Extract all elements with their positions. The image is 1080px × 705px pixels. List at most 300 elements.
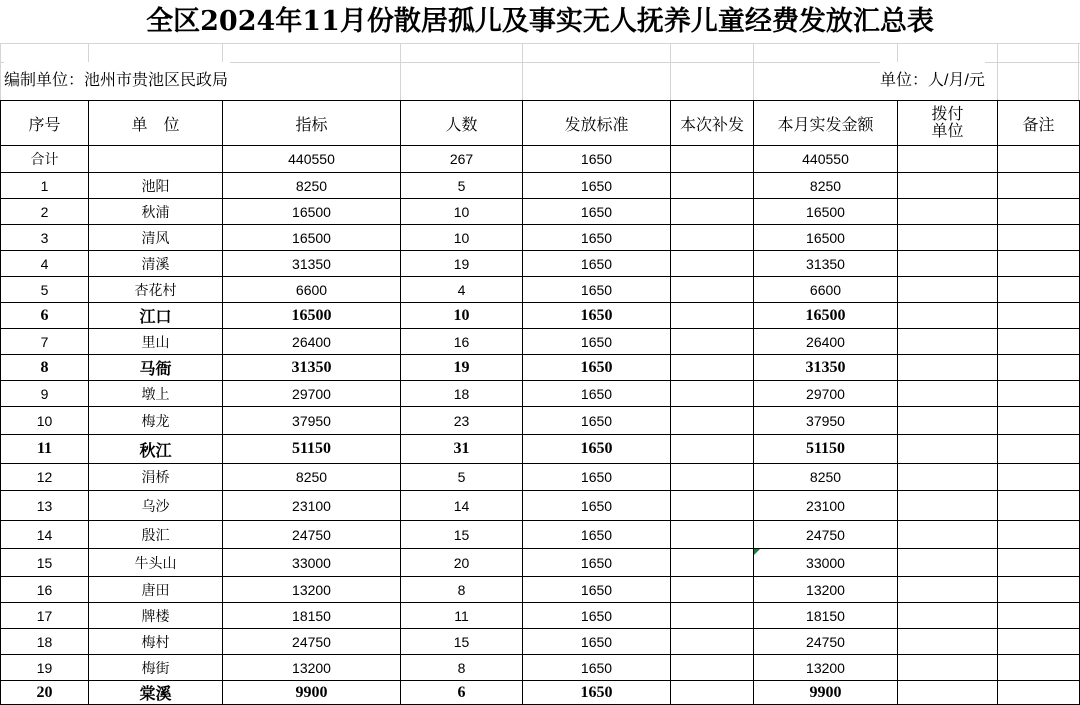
cell-text: 4 [40, 255, 49, 272]
cell-amount[interactable] [754, 655, 898, 681]
compiler-label[interactable]: 编制单位：池州市贵池区民政局 [4, 62, 230, 100]
cell-count[interactable] [401, 603, 523, 629]
cell-remark[interactable] [998, 464, 1080, 491]
cell-remark[interactable] [998, 577, 1080, 603]
cell-unit[interactable] [89, 329, 223, 355]
cell-unit[interactable] [89, 577, 223, 603]
cell-allocation-unit[interactable] [898, 251, 998, 277]
cell-text: 26400 [806, 333, 845, 350]
cell-quota[interactable] [223, 549, 401, 577]
table-row [1, 655, 1080, 681]
cell-allocation-unit[interactable] [898, 303, 998, 329]
table-row [1, 277, 1080, 303]
cell-text: 涓桥 [141, 469, 170, 485]
table-row [1, 407, 1080, 435]
cell-text: 16500 [806, 203, 845, 220]
header-remark[interactable]: 备注 [998, 101, 1080, 146]
cell-quota[interactable] [223, 225, 401, 251]
cell-text: 10 [453, 306, 470, 324]
cell-unit[interactable] [89, 435, 223, 464]
cell-remark[interactable] [998, 435, 1080, 464]
cell-amount[interactable] [754, 603, 898, 629]
cell-text: 24750 [292, 633, 331, 650]
cell-standard[interactable] [523, 225, 671, 251]
cell-amount[interactable] [754, 491, 898, 521]
cell-amount[interactable] [754, 329, 898, 355]
cell-text: 1650 [580, 229, 613, 246]
cell-quota[interactable] [223, 381, 401, 407]
table-row [1, 303, 1080, 329]
cell-supplement[interactable] [671, 173, 754, 199]
table-row [1, 355, 1080, 381]
cell-supplement[interactable] [671, 464, 754, 491]
cell-supplement[interactable] [671, 521, 754, 549]
cell-amount[interactable] [754, 251, 898, 277]
cell-text: 棠溪 [139, 686, 172, 703]
cell-allocation-unit[interactable] [898, 655, 998, 681]
cell-index[interactable] [1, 629, 89, 655]
cell-text: 秋浦 [141, 203, 170, 220]
cell-amount[interactable] [754, 407, 898, 435]
cell-text: 4 [457, 281, 466, 298]
cell-index[interactable] [1, 225, 89, 251]
cell-unit[interactable] [89, 655, 223, 681]
cell-index[interactable] [1, 407, 89, 435]
cell-amount[interactable] [754, 464, 898, 491]
cell-text: 16500 [292, 229, 331, 246]
cell-quota[interactable] [223, 681, 401, 705]
cell-supplement[interactable] [671, 577, 754, 603]
cell-remark[interactable] [998, 225, 1080, 251]
cell-allocation-unit[interactable] [898, 277, 998, 303]
cell-text: 37950 [292, 412, 331, 429]
cell-allocation-unit[interactable] [898, 464, 998, 491]
cell-text: 6600 [809, 281, 842, 298]
cell-standard[interactable] [523, 329, 671, 355]
cell-standard[interactable] [523, 681, 671, 705]
cell-standard[interactable] [523, 491, 671, 521]
cell-quota[interactable] [223, 491, 401, 521]
cell-unit[interactable] [89, 146, 223, 173]
cell-text: 18 [453, 385, 470, 402]
cell-index[interactable] [1, 329, 89, 355]
cell-remark[interactable] [998, 521, 1080, 549]
cell-quota[interactable] [223, 173, 401, 199]
cell-text: 合计 [30, 151, 59, 167]
cell-text: 24750 [806, 633, 845, 650]
cell-text: 29700 [292, 385, 331, 402]
cell-amount[interactable] [754, 629, 898, 655]
cell-index[interactable] [1, 199, 89, 225]
cell-count[interactable] [401, 277, 523, 303]
cell-amount[interactable] [754, 199, 898, 225]
cell-text: 16500 [291, 306, 332, 324]
cell-supplement[interactable] [671, 407, 754, 435]
cell-quota[interactable] [223, 521, 401, 549]
cell-allocation-unit[interactable] [898, 549, 998, 577]
cell-allocation-unit[interactable] [898, 225, 998, 251]
cell-text: 1650 [580, 469, 613, 485]
cell-amount[interactable] [754, 381, 898, 407]
cell-remark[interactable] [998, 629, 1080, 655]
cell-count[interactable] [401, 251, 523, 277]
gridline [753, 44, 754, 100]
cell-standard[interactable] [523, 549, 671, 577]
cell-index[interactable] [1, 303, 89, 329]
cell-text: 14 [36, 526, 53, 543]
cell-count[interactable] [401, 491, 523, 521]
cell-count[interactable] [401, 329, 523, 355]
cell-quota[interactable] [223, 199, 401, 225]
cell-standard[interactable] [523, 577, 671, 603]
cell-quota[interactable] [223, 464, 401, 491]
table-row [1, 464, 1080, 491]
cell-text: 24750 [292, 526, 331, 543]
cell-text: 31350 [292, 255, 331, 272]
cell-unit[interactable] [89, 491, 223, 521]
cell-allocation-unit[interactable] [898, 577, 998, 603]
cell-standard[interactable] [523, 464, 671, 491]
cell-remark[interactable] [998, 381, 1080, 407]
cell-standard[interactable] [523, 251, 671, 277]
cell-text: 17 [36, 607, 53, 624]
table-row [1, 173, 1080, 199]
cell-index[interactable] [1, 549, 89, 577]
cell-supplement[interactable] [671, 549, 754, 577]
cell-index[interactable] [1, 464, 89, 491]
cell-text: 12 [36, 469, 53, 485]
cell-quota[interactable] [223, 251, 401, 277]
cell-unit[interactable] [89, 199, 223, 225]
cell-remark[interactable] [998, 199, 1080, 225]
cell-supplement[interactable] [671, 355, 754, 381]
cell-text: 51150 [805, 440, 846, 457]
cell-allocation-unit[interactable] [898, 355, 998, 381]
cell-remark[interactable] [998, 146, 1080, 173]
cell-text: 1650 [580, 333, 613, 350]
cell-allocation-unit[interactable] [898, 435, 998, 464]
cell-amount[interactable] [754, 173, 898, 199]
gridline [400, 44, 401, 100]
cell-remark[interactable] [998, 549, 1080, 577]
cell-unit[interactable] [89, 521, 223, 549]
cell-text: 19 [453, 358, 470, 376]
cell-text: 秋江 [139, 442, 172, 460]
cell-quota[interactable] [223, 407, 401, 435]
cell-text: 10 [453, 203, 470, 220]
cell-allocation-unit[interactable] [898, 381, 998, 407]
cell-standard[interactable] [523, 521, 671, 549]
cell-text: 7 [40, 333, 49, 350]
gridline [0, 44, 1, 100]
cell-count[interactable] [401, 464, 523, 491]
cell-remark[interactable] [998, 407, 1080, 435]
cell-quota[interactable] [223, 435, 401, 464]
cell-standard[interactable] [523, 381, 671, 407]
cell-amount[interactable] [754, 225, 898, 251]
cell-text: 殷汇 [141, 526, 170, 543]
cell-amount[interactable] [754, 435, 898, 464]
cell-text: 1650 [580, 177, 613, 194]
cell-text: 13200 [292, 659, 331, 676]
cell-quota[interactable] [223, 277, 401, 303]
table-row [1, 381, 1080, 407]
cell-index[interactable] [1, 173, 89, 199]
cell-index[interactable] [1, 251, 89, 277]
cell-count[interactable] [401, 655, 523, 681]
header-index[interactable]: 序号 [1, 101, 89, 146]
cell-allocation-unit[interactable] [898, 199, 998, 225]
cell-text: 15 [453, 526, 470, 543]
cell-quota[interactable] [223, 146, 401, 173]
cell-supplement[interactable] [671, 435, 754, 464]
cell-allocation-unit[interactable] [898, 603, 998, 629]
cell-text: 8250 [809, 177, 842, 194]
cell-count[interactable] [401, 629, 523, 655]
cell-supplement[interactable] [671, 603, 754, 629]
cell-text: 6 [40, 306, 49, 324]
cell-supplement[interactable] [671, 491, 754, 521]
cell-unit[interactable] [89, 303, 223, 329]
cell-text: 19 [36, 659, 53, 676]
header-count[interactable]: 人数 [401, 101, 523, 146]
cell-index[interactable] [1, 491, 89, 521]
cell-text: 23100 [292, 497, 331, 514]
cell-text: 16500 [805, 306, 846, 324]
cell-count[interactable] [401, 549, 523, 577]
cell-amount[interactable] [754, 355, 898, 381]
cell-remark[interactable] [998, 491, 1080, 521]
cell-standard[interactable] [523, 303, 671, 329]
cell-index[interactable] [1, 655, 89, 681]
cell-remark[interactable] [998, 681, 1080, 705]
cell-text: 29700 [806, 385, 845, 402]
cell-text: 20 [36, 683, 53, 701]
cell-text: 33000 [292, 554, 331, 571]
cell-allocation-unit[interactable] [898, 681, 998, 705]
cell-text: 14 [453, 497, 470, 514]
cell-index[interactable] [1, 381, 89, 407]
cell-remark[interactable] [998, 303, 1080, 329]
cell-text: 37950 [806, 412, 845, 429]
cell-text: 31 [453, 440, 470, 457]
cell-allocation-unit[interactable] [898, 146, 998, 173]
cell-count[interactable] [401, 199, 523, 225]
cell-standard[interactable] [523, 407, 671, 435]
cell-text: 440550 [802, 151, 849, 167]
cell-unit[interactable] [89, 355, 223, 381]
unit-note-label[interactable]: 单位：人/月/元 [880, 62, 985, 100]
cell-amount[interactable] [754, 146, 898, 173]
cell-text: 梅街 [141, 659, 170, 676]
table-row [1, 491, 1080, 521]
cell-remark[interactable] [998, 329, 1080, 355]
cell-unit[interactable] [89, 549, 223, 577]
cell-quota[interactable] [223, 329, 401, 355]
header-allocation-unit[interactable]: 拨付 单位 [898, 101, 998, 146]
cell-index[interactable] [1, 355, 89, 381]
cell-count[interactable] [401, 225, 523, 251]
cell-text: 15 [36, 554, 53, 571]
cell-supplement[interactable] [671, 199, 754, 225]
cell-standard[interactable] [523, 435, 671, 464]
cell-allocation-unit[interactable] [898, 407, 998, 435]
cell-text: 18150 [806, 607, 845, 624]
cell-allocation-unit[interactable] [898, 491, 998, 521]
cell-amount[interactable] [754, 549, 898, 577]
cell-unit[interactable] [89, 464, 223, 491]
cell-index[interactable] [1, 577, 89, 603]
header-quota[interactable]: 指标 [223, 101, 401, 146]
cell-text: 8 [457, 659, 466, 676]
cell-allocation-unit[interactable] [898, 173, 998, 199]
cell-text: 31350 [291, 358, 332, 376]
cell-allocation-unit[interactable] [898, 329, 998, 355]
cell-supplement[interactable] [671, 681, 754, 705]
cell-text: 267 [449, 151, 474, 167]
cell-amount[interactable] [754, 521, 898, 549]
cell-quota[interactable] [223, 655, 401, 681]
gridline [897, 44, 898, 62]
cell-amount[interactable] [754, 277, 898, 303]
cell-count[interactable] [401, 173, 523, 199]
cell-supplement[interactable] [671, 329, 754, 355]
cell-text: 里山 [141, 333, 170, 350]
cell-unit[interactable] [89, 225, 223, 251]
cell-standard[interactable] [523, 355, 671, 381]
cell-amount[interactable] [754, 577, 898, 603]
cell-remark[interactable] [998, 355, 1080, 381]
cell-unit[interactable] [89, 629, 223, 655]
cell-quota[interactable] [223, 355, 401, 381]
cell-unit[interactable] [89, 277, 223, 303]
cell-supplement[interactable] [671, 277, 754, 303]
cell-text: 9900 [295, 683, 328, 701]
cell-text: 牌楼 [141, 607, 170, 624]
cell-text: 16500 [292, 203, 331, 220]
cell-remark[interactable] [998, 603, 1080, 629]
cell-text: 1650 [580, 440, 613, 457]
cell-count[interactable] [401, 355, 523, 381]
cell-index[interactable] [1, 603, 89, 629]
cell-unit[interactable] [89, 407, 223, 435]
cell-index[interactable] [1, 521, 89, 549]
cell-standard[interactable] [523, 173, 671, 199]
cell-remark[interactable] [998, 251, 1080, 277]
header-amount[interactable]: 本月实发金额 [754, 101, 898, 146]
gridline [1078, 44, 1079, 100]
cell-text: 13200 [806, 659, 845, 676]
cell-text: 6 [457, 683, 466, 701]
cell-supplement[interactable] [671, 629, 754, 655]
cell-supplement[interactable] [671, 225, 754, 251]
cell-text: 10 [453, 229, 470, 246]
cell-index[interactable] [1, 681, 89, 705]
sheet-title[interactable]: 全区2024年11月份散居孤儿及事实无人抚养儿童经费发放汇总表 [0, 0, 1080, 44]
cell-text: 13200 [806, 581, 845, 598]
cell-count[interactable] [401, 681, 523, 705]
cell-standard[interactable] [523, 603, 671, 629]
cell-unit[interactable] [89, 251, 223, 277]
cell-supplement[interactable] [671, 146, 754, 173]
cell-text: 13 [36, 497, 53, 514]
cell-text: 1650 [580, 151, 613, 167]
cell-index[interactable] [1, 146, 89, 173]
gridline [670, 44, 671, 100]
cell-text: 梅龙 [141, 412, 170, 429]
cell-text: 1650 [580, 683, 613, 701]
table-row [1, 199, 1080, 225]
cell-standard[interactable] [523, 629, 671, 655]
cell-supplement[interactable] [671, 251, 754, 277]
table-row [1, 549, 1080, 577]
cell-text: 10 [36, 412, 53, 429]
cell-remark[interactable] [998, 277, 1080, 303]
cell-text: 31350 [805, 358, 846, 376]
cell-text: 1650 [580, 497, 613, 514]
summary-table [0, 100, 1080, 705]
cell-allocation-unit[interactable] [898, 521, 998, 549]
cell-remark[interactable] [998, 173, 1080, 199]
gridline [522, 44, 523, 100]
header-supplement[interactable]: 本次补发 [671, 101, 754, 146]
cell-allocation-unit[interactable] [898, 629, 998, 655]
cell-count[interactable] [401, 577, 523, 603]
cell-text: 16500 [806, 229, 845, 246]
cell-count[interactable] [401, 146, 523, 173]
cell-unit[interactable] [89, 381, 223, 407]
cell-unit[interactable] [89, 603, 223, 629]
cell-text: 8250 [295, 177, 328, 194]
cell-amount[interactable] [754, 681, 898, 705]
cell-count[interactable] [401, 407, 523, 435]
cell-supplement[interactable] [671, 303, 754, 329]
cell-text: 唐田 [141, 581, 170, 598]
cell-count[interactable] [401, 303, 523, 329]
cell-quota[interactable] [223, 577, 401, 603]
cell-count[interactable] [401, 435, 523, 464]
cell-text: 池阳 [141, 177, 170, 194]
cell-remark[interactable] [998, 655, 1080, 681]
cell-quota[interactable] [223, 303, 401, 329]
cell-count[interactable] [401, 381, 523, 407]
header-standard[interactable]: 发放标准 [523, 101, 671, 146]
cell-standard[interactable] [523, 146, 671, 173]
cell-text: 1650 [580, 526, 613, 543]
cell-text: 16 [36, 581, 53, 598]
cell-standard[interactable] [523, 199, 671, 225]
table-body [1, 146, 1080, 705]
cell-text: 13200 [292, 581, 331, 598]
header-unit[interactable]: 单 位 [89, 101, 223, 146]
cell-standard[interactable] [523, 655, 671, 681]
cell-quota[interactable] [223, 629, 401, 655]
cell-text: 9 [40, 385, 49, 402]
cell-index[interactable] [1, 435, 89, 464]
cell-index[interactable] [1, 277, 89, 303]
cell-supplement[interactable] [671, 655, 754, 681]
cell-amount[interactable] [754, 303, 898, 329]
cell-count[interactable] [401, 521, 523, 549]
cell-text: 51150 [291, 440, 332, 457]
cell-text: 16 [453, 333, 470, 350]
cell-quota[interactable] [223, 603, 401, 629]
cell-supplement[interactable] [671, 381, 754, 407]
cell-text: 440550 [288, 151, 335, 167]
cell-unit[interactable] [89, 681, 223, 705]
cell-unit[interactable] [89, 173, 223, 199]
cell-standard[interactable] [523, 277, 671, 303]
